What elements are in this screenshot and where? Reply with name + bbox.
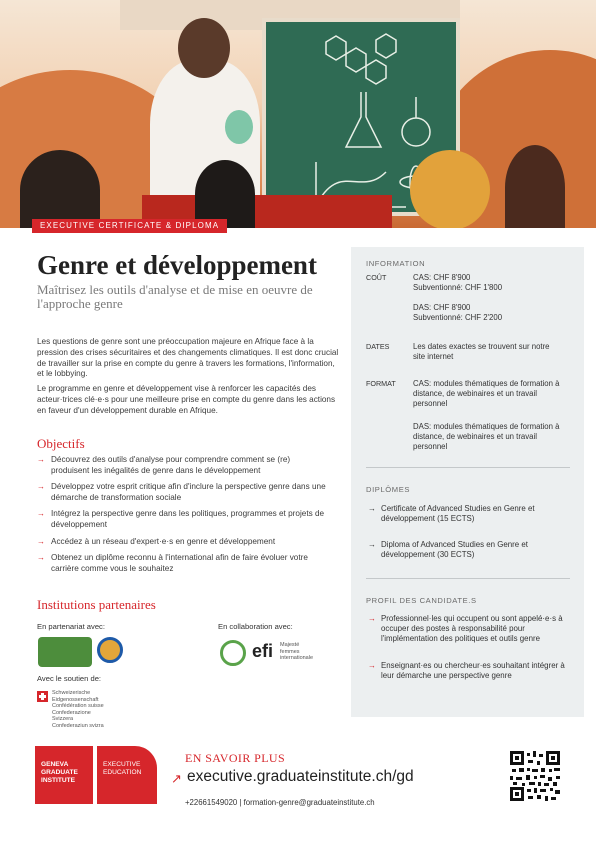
profile-heading: PROFIL DES CANDIDATE.S — [366, 596, 477, 605]
arrow-right-icon: → — [37, 482, 45, 492]
partnership-label: En partenariat avec: — [37, 622, 105, 631]
list-item: → Certificate of Advanced Studies en Genre et développement (15 ECTS) — [368, 504, 535, 523]
diplomas-heading: DIPLÔMES — [366, 485, 411, 494]
swiss-flag-icon — [37, 691, 48, 702]
arrow-right-icon: → — [37, 455, 45, 464]
intro-paragraph-1: Les questions de genre sont une préoccupation majeure en Afrique face à la pression des crises sécuritaires et des changements climatiques. Il est donc crucial de travailler sur la prise en compte du genre à travers les formations, l'information, et le lobbying. — [37, 337, 339, 379]
cta-title: EN SAVOIR PLUS — [185, 751, 286, 765]
qr-code-graphic — [510, 751, 560, 801]
support-label: Avec le soutien de: — [37, 674, 102, 683]
hero-illustration — [0, 0, 596, 228]
website-link[interactable]: executive.graduateinstitute.ch/gd — [187, 768, 414, 785]
list-item: → Accédez à un réseau d'expert·e·s en genre et développement — [37, 536, 276, 546]
partner-logo-2 — [97, 637, 123, 663]
list-item: → Professionnel·les qui occupent ou sont appelé·e·s à occuper des postes à responsabilité pour l'implémentation des politiques et outils genre — [368, 614, 563, 643]
dates-value: Les dates exactes se trouvent sur notre site internet — [413, 342, 550, 361]
arrow-right-icon: → — [368, 614, 376, 623]
cost-label: COÛT — [366, 273, 387, 282]
arrow-right-icon: → — [37, 509, 45, 519]
collaboration-label: En collaboration avec: — [218, 622, 293, 631]
arrow-right-icon: → — [368, 504, 376, 513]
arrow-up-right-icon: ↗ — [171, 771, 182, 786]
format-das: DAS: modules thématiques de formation à distance, de webinaires et un travail personnel — [413, 422, 560, 451]
objectives-title: Objectifs — [37, 436, 85, 451]
arrow-right-icon: → — [37, 553, 45, 563]
objectives-list — [37, 455, 327, 580]
executive-education-logo: EXECUTIVE EDUCATION — [97, 746, 157, 804]
swiss-confederation-text: Schweizerische Eidgenossenschaft Confédération suisse Confederazione Svizzera Confederaziun svizra — [52, 690, 104, 729]
contact-info: +22661549020 | formation-genre@graduateinstitute.ch — [185, 798, 375, 807]
list-item: → Enseignant·es ou chercheur·es souhaitant intégrer à leur démarche une perspective genre — [368, 661, 565, 680]
student-left — [20, 150, 100, 228]
institute-logo: GENEVA GRADUATE INSTITUTE — [35, 746, 93, 804]
partner-logo-1 — [38, 637, 92, 667]
list-item: → Développez votre esprit critique afin d'inclure la perspective genre dans une démarche de transformation sociale — [37, 482, 326, 502]
list-item: → Intégrez la perspective genre dans les politiques, programmes et projets de développement — [37, 509, 325, 529]
flask — [225, 110, 253, 144]
student-right-wrap — [410, 150, 490, 228]
page-title: Genre et développement — [37, 250, 317, 280]
qr-code-icon[interactable] — [510, 751, 560, 801]
cost-values: CAS: CHF 8'900 Subventionné: CHF 1'800 DAS: CHF 8'900 Subventionné: CHF 2'200 — [413, 273, 503, 322]
efi-logo: efi — [252, 641, 274, 661]
partner-logo-3 — [220, 640, 246, 666]
intro-paragraph-2: Le programme en genre et développement vise à renforcer les capacités des acteur·trices clé·e·s pour une meilleure prise en compte du genre dans les actions en faveur d'un développement durable en Afrique. — [37, 384, 336, 415]
teacher-head — [178, 18, 230, 78]
divider — [366, 467, 570, 468]
arrow-right-icon: → — [368, 540, 376, 549]
format-label: FORMAT — [366, 379, 396, 388]
dates-label: DATES — [366, 342, 390, 351]
divider — [366, 578, 570, 579]
student-right — [505, 145, 565, 228]
page-subtitle: Maîtrisez les outils d'analyse et de mise en oeuvre de l'approche genre — [37, 282, 313, 311]
partners-title: Institutions partenaires — [37, 597, 156, 612]
arrow-right-icon: → — [37, 536, 45, 546]
arrow-right-icon: → — [368, 661, 376, 670]
student-middle — [195, 160, 255, 228]
program-badge: EXECUTIVE CERTIFICATE & DIPLOMA — [32, 219, 227, 233]
efi-logo-text: Majesté femmes internationale — [280, 642, 314, 661]
format-cas: CAS: modules thématiques de formation à distance, de webinaires et un travail personnel — [413, 379, 560, 408]
list-item: → Obtenez un diplôme reconnu à l'international afin de faire évoluer votre carrière comme vous le souhaitez — [37, 553, 308, 573]
list-item: → Découvrez des outils d'analyse pour comprendre comment se (re) produisent les inégalités de genre dans le développement — [37, 455, 291, 475]
list-item: → Diploma of Advanced Studies en Genre et développement (30 ECTS) — [368, 540, 528, 559]
information-heading: INFORMATION — [366, 259, 426, 268]
